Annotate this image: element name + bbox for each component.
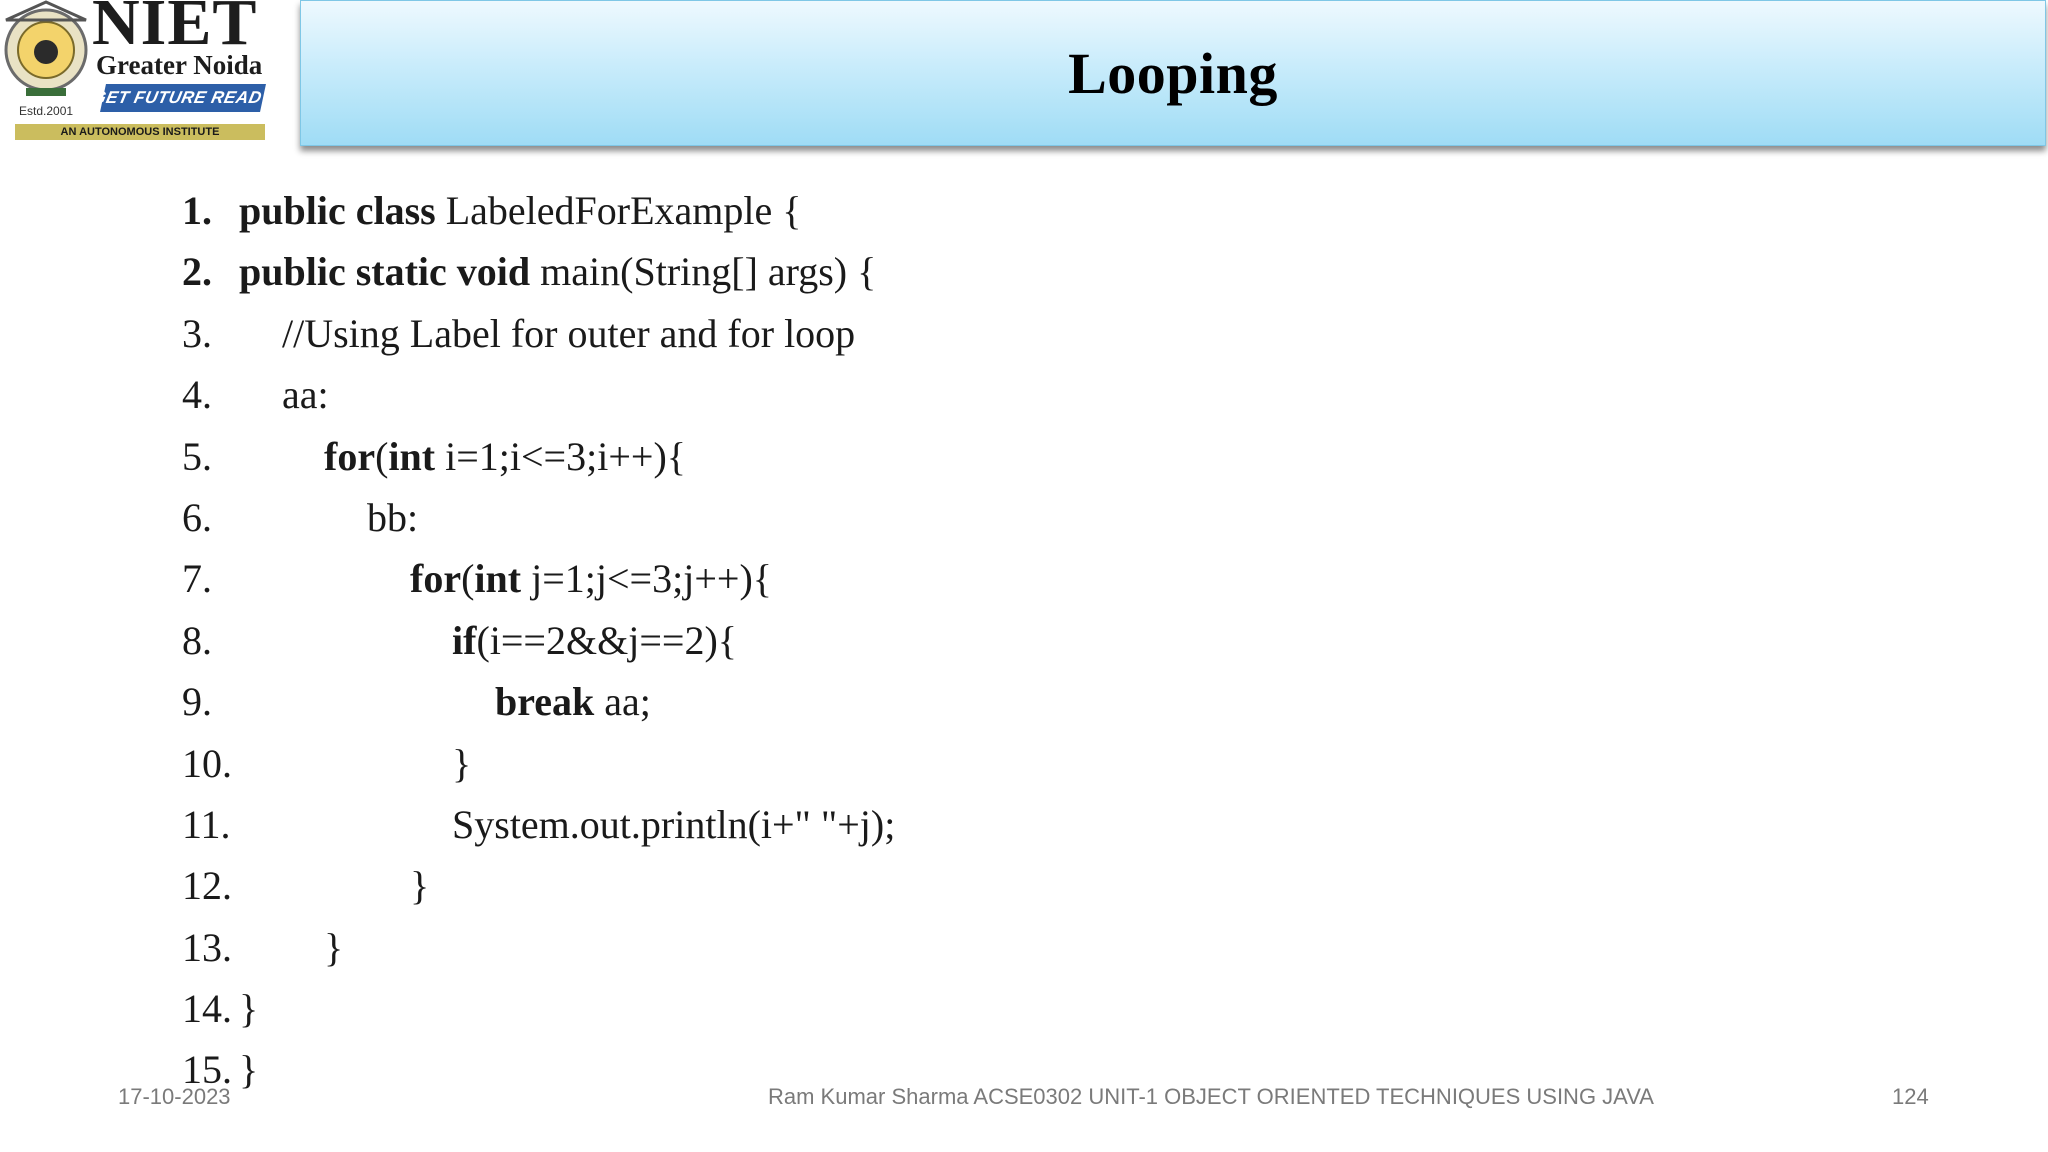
line-number: 13. [182, 924, 232, 970]
logo-name: NIET [92, 0, 258, 59]
code-line [182, 487, 1782, 548]
code-line [182, 855, 1782, 916]
line-number: 14. [182, 986, 232, 1032]
logo-tagline: GET FUTURE READY [90, 88, 276, 107]
code-listing [182, 180, 1782, 1101]
code-text [367, 487, 418, 548]
code-keyword: public static void [239, 249, 531, 295]
line-number: 2. [182, 249, 212, 295]
code-keyword: for [410, 556, 462, 602]
code-token: j=1;j<=3;j++){ [521, 556, 772, 602]
code-text [452, 610, 737, 671]
line-number: 10. [182, 740, 232, 786]
code-text [495, 671, 651, 732]
code-text [239, 1039, 258, 1100]
title-bar [300, 0, 2046, 146]
code-text [324, 917, 343, 978]
line-number: 9. [182, 679, 212, 725]
line-number: 3. [182, 310, 212, 356]
code-keyword: int [388, 433, 436, 479]
code-line [182, 180, 1782, 241]
footer-course-info: Ram Kumar Sharma ACSE0302 UNIT-1 OBJECT ORIENTED TECHNIQUES USING JAVA [768, 1084, 1654, 1109]
code-token: //Using Label for outer and for loop [282, 310, 856, 356]
code-token: bb: [367, 494, 419, 540]
code-token: } [239, 1047, 259, 1093]
slide-title: Looping [1068, 40, 1278, 106]
code-text [282, 303, 855, 364]
line-number: 12. [182, 863, 232, 909]
code-token: aa; [594, 679, 651, 725]
code-text [410, 855, 429, 916]
line-number: 8. [182, 617, 212, 663]
code-line [182, 917, 1782, 978]
logo-banner: AN AUTONOMOUS INSTITUTE [15, 124, 265, 140]
code-token: aa: [282, 372, 329, 418]
line-number: 4. [182, 372, 212, 418]
code-keyword: if [452, 617, 477, 663]
code-line [182, 426, 1782, 487]
institute-logo [0, 0, 276, 142]
code-keyword: for [324, 433, 376, 479]
footer-date: 17-10-2023 [118, 1084, 231, 1109]
code-text [452, 794, 895, 855]
code-token: ( [461, 556, 475, 602]
code-line [182, 733, 1782, 794]
code-text [239, 180, 801, 241]
code-line [182, 241, 1782, 302]
code-token: i=1;i<=3;i++){ [435, 433, 686, 479]
line-number: 5. [182, 433, 212, 479]
code-keyword: break [495, 679, 595, 725]
logo-tagline-badge [90, 84, 276, 112]
code-token: } [324, 924, 344, 970]
code-line [182, 978, 1782, 1039]
line-number: 15. [182, 1047, 232, 1093]
code-line [182, 364, 1782, 425]
code-token: System.out.println(i+" "+j); [452, 801, 896, 847]
code-line [182, 303, 1782, 364]
code-token: } [239, 986, 259, 1032]
line-number: 1. [182, 188, 212, 233]
code-token: main(String[] args) { [530, 249, 877, 295]
line-number: 6. [182, 494, 212, 540]
code-keyword: int [474, 556, 522, 602]
code-token: } [410, 863, 430, 909]
code-text [410, 548, 772, 609]
line-number: 11. [182, 801, 231, 847]
code-text [239, 978, 258, 1039]
code-line [182, 548, 1782, 609]
logo-city: Greater Noida [96, 50, 263, 80]
code-token: } [452, 740, 472, 786]
line-number: 7. [182, 556, 212, 602]
code-line [182, 671, 1782, 732]
code-text [452, 733, 471, 794]
code-token: LabeledForExample { [435, 188, 802, 233]
code-text [239, 241, 876, 302]
code-token: (i==2&&j==2){ [476, 617, 737, 663]
code-keyword: public class [239, 188, 436, 233]
code-line [182, 610, 1782, 671]
code-text [282, 364, 329, 425]
code-text [324, 426, 686, 487]
code-token: ( [375, 433, 389, 479]
code-line [182, 794, 1782, 855]
logo-established: Estd.2001 [19, 104, 74, 118]
footer-page-number: 124 [1892, 1084, 1929, 1109]
